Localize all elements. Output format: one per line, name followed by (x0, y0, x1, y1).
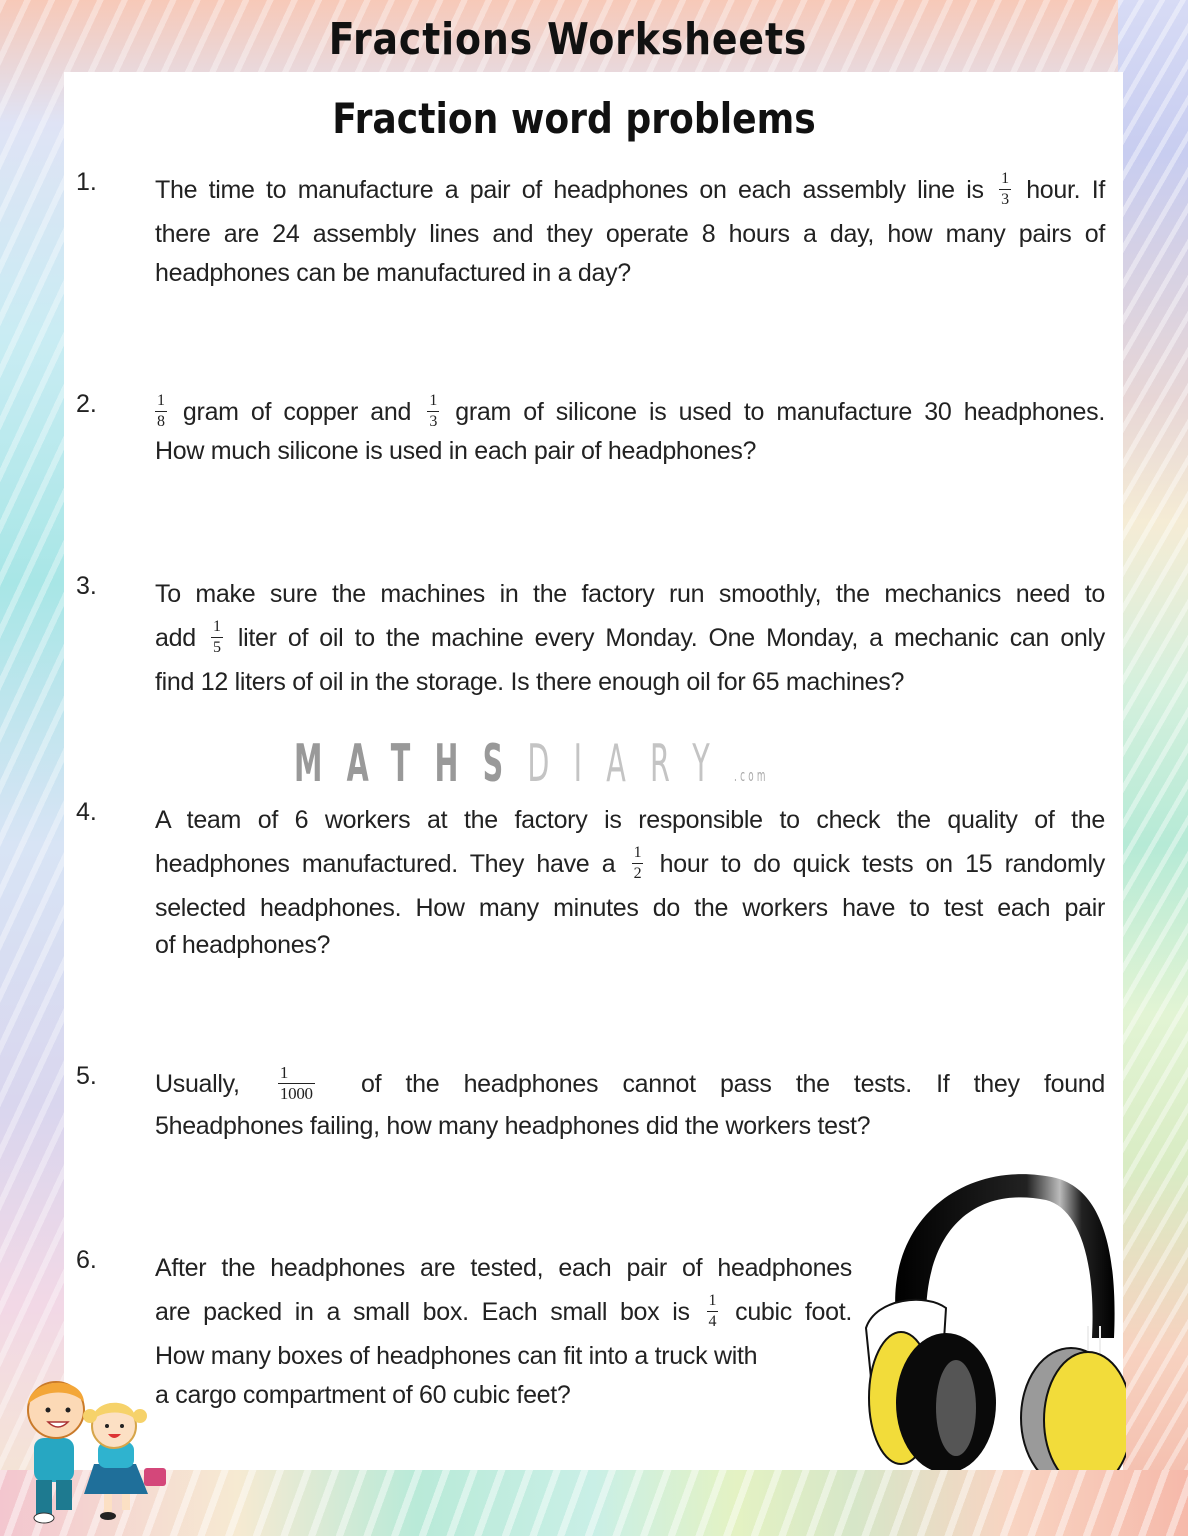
problem-number: 4. (76, 798, 97, 826)
problem-text (155, 1062, 1105, 1146)
problem-line: a cargo compartment of 60 cubic feet? (155, 1381, 571, 1409)
problem-line: How many boxes of headphones can fit into a truck with (155, 1342, 758, 1370)
problem-line: After the headphones are tested, each pair of headphones (155, 1254, 852, 1282)
fraction: $\frac{1}{4}$ (708, 1291, 717, 1330)
problem-number: 1. (76, 168, 97, 196)
problem-line: The time to manufacture a pair of headphones on each assembly line is $\frac{1}{3}$ hour. If (155, 169, 1106, 208)
problem-line: add $\frac{1}{5}$ liter of oil to the machine every Monday. One Monday, a mechanic can only (155, 617, 1105, 656)
background-right-strip (1118, 0, 1188, 1536)
background-bottom-strip (0, 1470, 1188, 1536)
problem-number: 3. (76, 572, 97, 600)
problem-line: 5headphones failing, how many headphones did the workers test? (155, 1112, 871, 1140)
fraction: $\frac{1}{3}$ (1001, 169, 1009, 208)
children-cartoon-illustration (6, 1368, 176, 1528)
problem-line: To make sure the machines in the factory run smoothly, the mechanics need to (155, 580, 1105, 608)
problem-line: How much silicone is used in each pair of headphones? (155, 437, 757, 465)
problem-text (155, 1246, 852, 1412)
fraction: $\frac{1}{1000}$ (279, 1062, 313, 1103)
fraction: $\frac{1}{8}$ (157, 391, 165, 430)
problem-line: selected headphones. How many minutes do the workers have to test each pair (155, 894, 1105, 922)
boy-shirt-icon (34, 1438, 74, 1482)
girl-bag-icon (144, 1468, 166, 1486)
problem-line: headphones can be manufactured in a day? (155, 259, 631, 287)
fraction: $\frac{1}{5}$ (213, 617, 221, 656)
problem-line: there are 24 assembly lines and they operate 8 hours a day, how many pairs of (155, 220, 1105, 248)
problem-line: are packed in a small box. Each small box is $\frac{1}{4}$ cubic foot. (155, 1291, 852, 1330)
problem-text (155, 390, 1105, 468)
girl-skirt-icon (84, 1464, 148, 1494)
problem-line: Usually, $\frac{1}{1000}$ of the headphones cannot pass the tests. If they found (155, 1062, 1106, 1103)
headphones-illustration (856, 1158, 1126, 1470)
problem-line: headphones manufactured. They have a $\frac{1}{2}$ hour to do quick tests on 15 randomly (155, 843, 1106, 882)
problem-line: A team of 6 workers at the factory is responsible to check the quality of the (155, 806, 1105, 834)
problem-text (155, 572, 1105, 704)
worksheet-title: Fraction word problems (332, 94, 816, 143)
problem-line: of headphones? (155, 931, 331, 959)
fraction: $\frac{1}{2}$ (633, 843, 642, 882)
problem-text (155, 168, 1105, 290)
problem-number: 6. (76, 1246, 97, 1274)
site-title: Fractions Worksheets (328, 14, 808, 65)
problem-line: find 12 liters of oil in the storage. Is there enough oil for 65 machines? (155, 668, 905, 696)
problem-text (155, 798, 1105, 960)
mathsdiary-watermark: MATHSDIARY.com (294, 734, 769, 794)
problem-number: 2. (76, 390, 97, 418)
problem-number: 5. (76, 1062, 97, 1090)
problem-line: $\frac{1}{8}$ gram of copper and $\frac{1}{3}$ gram of silicone is used to manufacture 30 headphones. (157, 391, 1105, 430)
fraction: $\frac{1}{3}$ (429, 391, 438, 430)
